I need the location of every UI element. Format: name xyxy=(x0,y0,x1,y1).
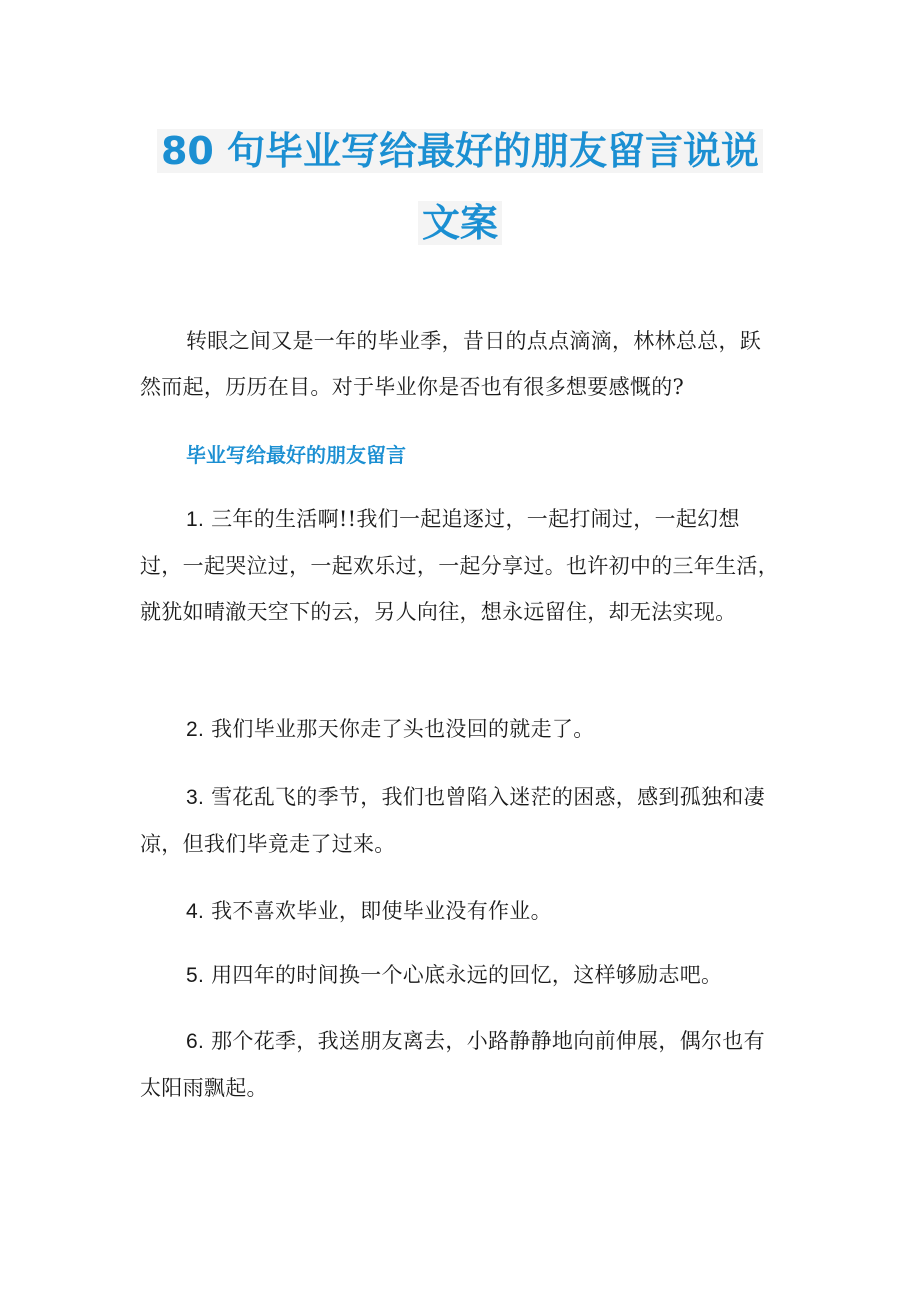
section-subheading: 毕业写给最好的朋友留言 xyxy=(186,443,406,467)
document-title-text2: 文案 xyxy=(418,201,502,245)
document-title-text1: 80 句毕业写给最好的朋友留言说说 xyxy=(157,129,763,173)
item-text: 雪花乱飞的季节，我们也曾陷入迷茫的困惑，感到孤独和凄凉，但我们毕竟走了过来。 xyxy=(140,785,765,856)
list-item xyxy=(140,706,780,753)
item-text: 用四年的时间换一个心底永远的回忆，这样够励志吧。 xyxy=(211,963,723,987)
intro-paragraph: 转眼之间又是一年的毕业季，昔日的点点滴滴，林林总总，跃然而起，历历在目。对于毕业你是否也有很多想要感慨的? xyxy=(140,329,762,399)
list-item xyxy=(140,952,780,999)
list-item xyxy=(140,1018,780,1111)
item-number: 6. xyxy=(186,1030,205,1053)
list-item xyxy=(140,496,780,635)
item-text: 那个花季，我送朋友离去，小路静静地向前伸展，偶尔也有太阳雨飘起。 xyxy=(140,1029,765,1100)
list-item xyxy=(140,774,780,867)
document-title-line2 xyxy=(140,188,780,258)
document-title-line1 xyxy=(140,116,780,186)
item-text: 我们毕业那天你走了头也没回的就走了。 xyxy=(211,717,595,741)
list-item xyxy=(140,888,780,935)
item-text: 我不喜欢毕业，即使毕业没有作业。 xyxy=(211,899,552,923)
item-number: 4. xyxy=(186,900,205,923)
item-number: 5. xyxy=(186,964,205,987)
item-number: 2. xyxy=(186,718,205,741)
item-text: 三年的生活啊!!我们一起追逐过，一起打闹过，一起幻想过，一起哭泣过，一起欢乐过，一起分享过。也许初中的三年生活，就犹如晴澈天空下的云，另人向往，想永远留住，却无法实现。 xyxy=(140,507,779,624)
item-number: 3. xyxy=(186,786,205,809)
item-number: 1. xyxy=(186,508,205,531)
